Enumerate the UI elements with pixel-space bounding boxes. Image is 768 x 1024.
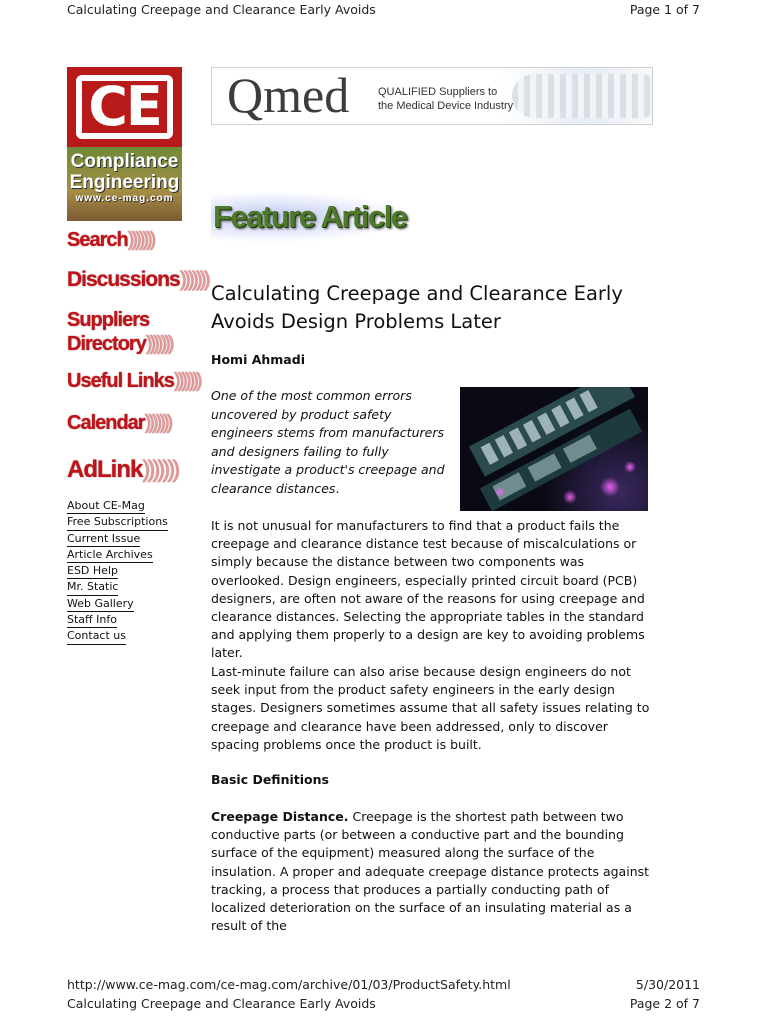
article-author: Homi Ahmadi [211,352,305,367]
page-footer [67,977,700,992]
article-paragraph-3: Creepage Distance. Creepage is the shortest path between two conductive parts (or between a conductive part and the bounding surface of the equipment) measured along the surface of the insulation. A proper and adequate creepage distance protects against tracking, a process that produces a partially conducting path of localized deterioration on the surface of an insulating material as a result of the [211,809,650,934]
article-paragraph-2: Last-minute failure can also arise because design engineers do not seek input from the product safety engineers in the early design stages. Designers sometimes assume that all safety issues relating to creepage and clearance have been addressed, only to discover spacing problems once the product is built. [211,664,650,752]
link-contact-us[interactable]: Contact us [67,628,126,644]
nav-useful-links-button[interactable]: Useful Links))))))) [67,370,200,392]
waves-icon: ))))))) [179,268,208,291]
link-mr-static[interactable]: Mr. Static [67,579,118,595]
nav-search-button[interactable]: Search))))))) [67,229,154,251]
logo-line-compliance: Compliance [70,151,179,172]
tube-graphic [512,74,653,118]
link-web-gallery[interactable]: Web Gallery [67,596,134,612]
nav-adlink-button[interactable]: AdLink))))))) [67,456,178,483]
section-heading: Basic Definitions [211,772,329,787]
ce-logo[interactable] [67,67,182,221]
link-staff-info[interactable]: Staff Info [67,612,117,628]
link-current-issue[interactable]: Current Issue [67,531,140,547]
circuit-board-photo [460,387,648,511]
header-page-number: Page 1 of 7 [629,2,700,17]
footer-date: 5/30/2011 [635,977,700,992]
ce-logo-mark: CE [67,67,182,147]
link-article-archives[interactable]: Article Archives [67,547,153,563]
next-page-header [67,996,700,1011]
link-free-subscriptions[interactable]: Free Subscriptions [67,514,168,530]
waves-icon: ))))))) [173,370,200,392]
banner-tagline: QUALIFIED Suppliers to the Medical Device Industry [378,86,514,112]
logo-url: www.ce-mag.com [75,193,174,204]
waves-icon: ))))))) [142,456,178,483]
term-creepage-distance: Creepage Distance. [211,809,349,824]
article-paragraph-1: It is not unusual for manufacturers to find that a product fails the creepage and clearance distance test because of miscalculations or simply because the distance between two components was overlooked. Design engineers, especially printed circuit board (PCB) designers, are often not aware of the reasons for using creepage and clearance distances. Selecting the appropriate tables in the standard and applying them properly to a design are key to avoiding problems later. [211,518,645,661]
article-lede: One of the most common errors uncovered by product safety engineers stems from manufacturers and designers failing to fully investigate a product's creepage and clearance distances. [211,388,445,496]
feature-article-label: Feature Article [213,199,407,234]
qmed-logo: Qmed [227,67,350,123]
next-page-title: Calculating Creepage and Clearance Early Avoids [67,996,376,1011]
nav-calendar-button[interactable]: Calendar))))))) [67,412,171,434]
footer-url: http://www.ce-mag.com/ce-mag.com/archive/01/03/ProductSafety.html [67,977,511,992]
link-about-ce-mag[interactable]: About CE-Mag [67,498,145,514]
logo-line-engineering: Engineering [69,172,180,193]
waves-icon: ))))))) [144,412,171,434]
nav-suppliers-directory-button[interactable]: Suppliers Directory))))))) [67,309,172,355]
waves-icon: ))))))) [145,333,172,355]
link-esd-help[interactable]: ESD Help [67,563,118,579]
sidebar-link-list [67,498,168,645]
page-header [67,2,700,17]
waves-icon: ))))))) [127,229,154,251]
header-title: Calculating Creepage and Clearance Early Avoids [67,2,376,17]
qmed-banner-ad[interactable] [211,67,653,125]
feature-article-graphic [211,191,411,243]
nav-discussions-button[interactable]: Discussions))))))) [67,268,208,291]
article-title: Calculating Creepage and Clearance Early Avoids Design Problems Later [211,282,623,333]
next-page-number: Page 2 of 7 [629,996,700,1011]
